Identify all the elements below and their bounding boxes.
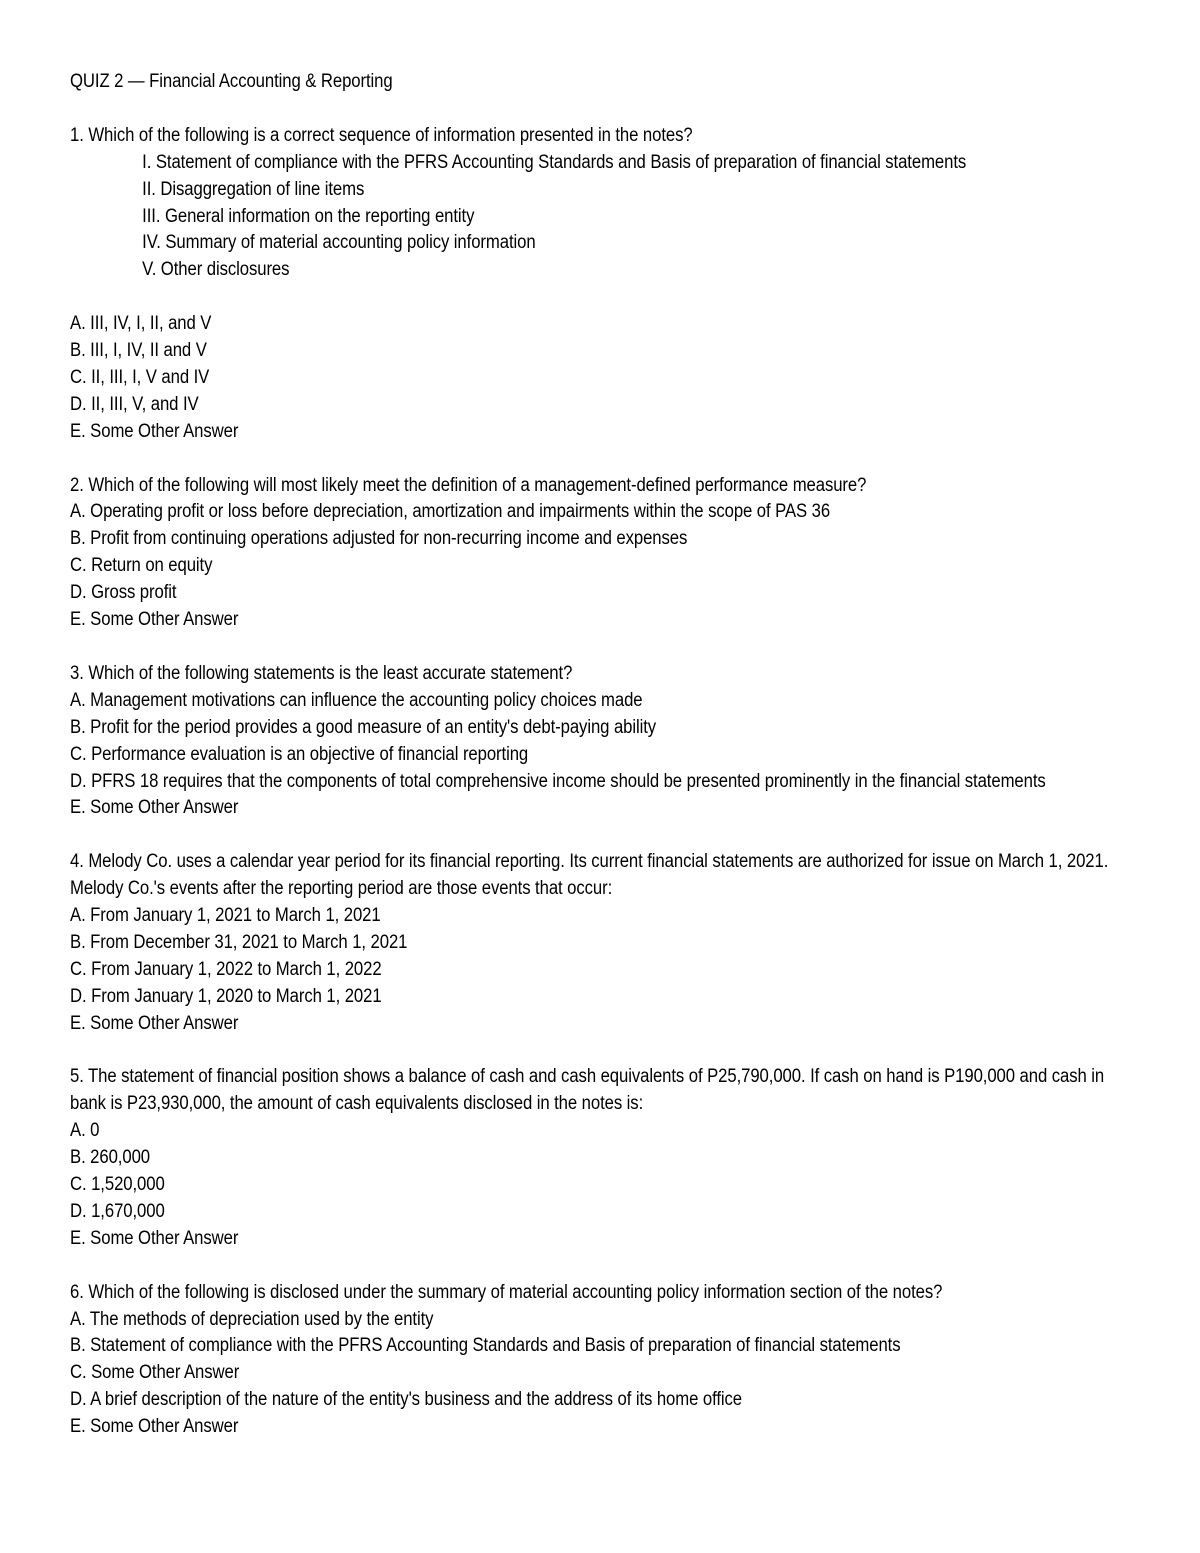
answer-option: E. Some Other Answer	[70, 1416, 239, 1438]
answer-option: E. Some Other Answer	[70, 797, 239, 819]
answer-option: E. Some Other Answer	[70, 609, 239, 631]
question-stem: 5. The statement of financial position shows a balance of cash and cash equivalents of P25,790,000. If cash on hand is P190,000 and cash in bank is P23,930,000, the amount of cash equivalents disclosed in the notes is:	[70, 1066, 1105, 1115]
sequence-item: III. General information on the reporting entity	[142, 205, 475, 227]
spacer	[70, 284, 1003, 311]
answer-option: B. Statement of compliance with the PFRS Accounting Standards and Basis of preparation of financial statements	[70, 1335, 901, 1357]
question-stem: 4. Melody Co. uses a calendar year period for its financial reporting. Its current financial statements are authorized for issue on March 1, 2021. Melody Co.'s events after the reporting period are those events that occur:	[70, 851, 1109, 900]
answer-option: C. From January 1, 2022 to March 1, 2022	[70, 958, 382, 980]
answer-option: C. Some Other Answer	[70, 1362, 240, 1384]
answer-option: A. 0	[70, 1120, 100, 1142]
question-stem: 2. Which of the following will most likely meet the definition of a management-defined performance measure?	[70, 474, 867, 496]
answer-option: E. Some Other Answer	[70, 1227, 239, 1249]
question-5	[70, 1064, 1105, 1252]
spacer	[70, 634, 1003, 661]
question-2	[70, 473, 1003, 634]
answer-option: E. Some Other Answer	[70, 420, 239, 442]
answer-option: D. From January 1, 2020 to March 1, 2021	[70, 985, 382, 1007]
answer-option: C. Performance evaluation is an objective of financial reporting	[70, 743, 529, 765]
answer-option: B. Profit for the period provides a good measure of an entity's debt-paying ability	[70, 716, 657, 738]
spacer	[70, 1038, 1003, 1065]
answer-option: C. Return on equity	[70, 555, 213, 577]
answer-option: A. III, IV, I, II, and V	[70, 313, 212, 335]
spacer	[70, 1253, 1003, 1280]
answer-option: D. PFRS 18 requires that the components of total comprehensive income should be presented prominently in the financial statements	[70, 770, 1046, 792]
answer-option: A. Operating profit or loss before depreciation, amortization and impairments within the scope of PAS 36	[70, 501, 831, 523]
answer-option: A. From January 1, 2021 to March 1, 2021	[70, 905, 381, 927]
answer-option: D. A brief description of the nature of the entity's business and the address of its home office	[70, 1389, 743, 1411]
answer-option: E. Some Other Answer	[70, 1012, 239, 1034]
quiz-document	[70, 69, 1109, 1441]
sequence-item: V. Other disclosures	[142, 259, 290, 281]
answer-option: D. Gross profit	[70, 582, 177, 604]
answer-option: B. III, I, IV, II and V	[70, 340, 207, 362]
question-3	[70, 661, 1046, 822]
spacer	[70, 96, 1003, 123]
answer-option: A. Management motivations can influence the accounting policy choices made	[70, 689, 643, 711]
answer-option: B. Profit from continuing operations adjusted for non-recurring income and expenses	[70, 528, 688, 550]
answer-option: C. 1,520,000	[70, 1174, 165, 1196]
question-stem: 3. Which of the following statements is the least accurate statement?	[70, 662, 573, 684]
spacer	[70, 446, 1003, 473]
answer-option: D. II, III, V, and IV	[70, 393, 199, 415]
sequence-item: II. Disaggregation of line items	[142, 178, 365, 200]
question-stem: 1. Which of the following is a correct sequence of information presented in the notes?	[70, 124, 693, 146]
spacer	[70, 822, 1003, 849]
question-4	[70, 849, 1109, 1037]
answer-option: A. The methods of depreciation used by the entity	[70, 1308, 434, 1330]
question-6	[70, 1280, 1003, 1441]
answer-option: B. From December 31, 2021 to March 1, 2021	[70, 931, 408, 953]
sequence-item: IV. Summary of material accounting policy information	[142, 232, 536, 254]
answer-option: C. II, III, I, V and IV	[70, 366, 210, 388]
question-1	[70, 123, 1003, 446]
question-stem: 6. Which of the following is disclosed under the summary of material accounting policy information section of the notes?	[70, 1281, 943, 1303]
sequence-item: I. Statement of compliance with the PFRS Accounting Standards and Basis of preparation of financial statements	[142, 151, 967, 173]
page-title: QUIZ 2 — Financial Accounting & Reporting	[70, 71, 393, 92]
answer-option: B. 260,000	[70, 1147, 151, 1169]
answer-option: D. 1,670,000	[70, 1200, 165, 1222]
